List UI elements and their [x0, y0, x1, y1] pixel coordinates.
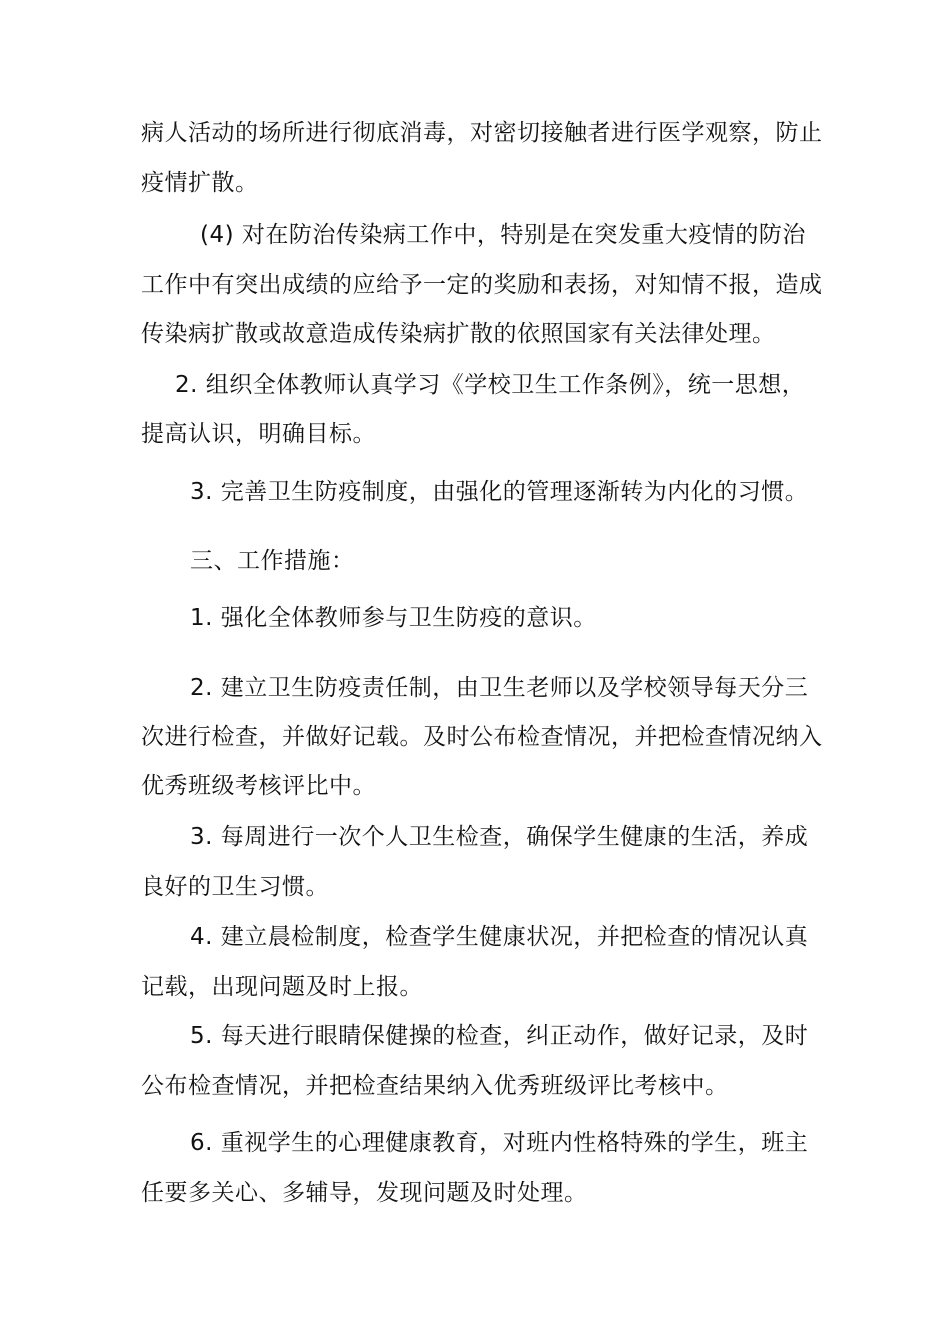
- text-line: 2. 组织全体教师认真学习《学校卫生工作条例》，统一思想，: [175, 372, 806, 398]
- text-line: 疫情扩散。: [141, 170, 259, 196]
- text-line: 2. 建立卫生防疫责任制，由卫生老师以及学校领导每天分三: [190, 675, 809, 701]
- text-line: 任要多关心、多辅导，发现问题及时处理。: [141, 1180, 588, 1206]
- text-line: 3. 每周进行一次个人卫生检查，确保学生健康的生活，养成: [190, 824, 809, 850]
- text-line: 公布检查情况，并把检查结果纳入优秀班级评比考核中。: [141, 1073, 729, 1099]
- text-line: 6. 重视学生的心理健康教育，对班内性格特殊的学生，班主: [190, 1130, 809, 1156]
- text-line: 传染病扩散或故意造成传染病扩散的依照国家有关法律处理。: [141, 321, 776, 347]
- text-line: 病人活动的场所进行彻底消毒，对密切接触者进行医学观察，防止: [141, 120, 823, 146]
- text-line: 工作中有突出成绩的应给予一定的奖励和表扬，对知情不报，造成: [141, 272, 823, 298]
- text-line: 提高认识，明确目标。: [141, 421, 376, 447]
- text-line: 次进行检查，并做好记载。及时公布检查情况，并把检查情况纳入: [141, 724, 823, 750]
- text-line: 记载，出现问题及时上报。: [141, 974, 423, 1000]
- text-line: 1. 强化全体教师参与卫生防疫的意识。: [190, 605, 597, 631]
- text-line: 4. 建立晨检制度，检查学生健康状况，并把检查的情况认真: [190, 924, 809, 950]
- text-line: 3. 完善卫生防疫制度，由强化的管理逐渐转为内化的习惯。: [190, 479, 809, 505]
- text-line: 5. 每天进行眼睛保健操的检查，纠正动作，做好记录，及时: [190, 1023, 809, 1049]
- section-heading: 三、工作措施：: [190, 548, 355, 574]
- text-line: 优秀班级考核评比中。: [141, 773, 376, 799]
- text-line: (4) 对在防治传染病工作中，特别是在突发重大疫情的防治: [200, 222, 806, 248]
- text-line: 良好的卫生习惯。: [141, 874, 329, 900]
